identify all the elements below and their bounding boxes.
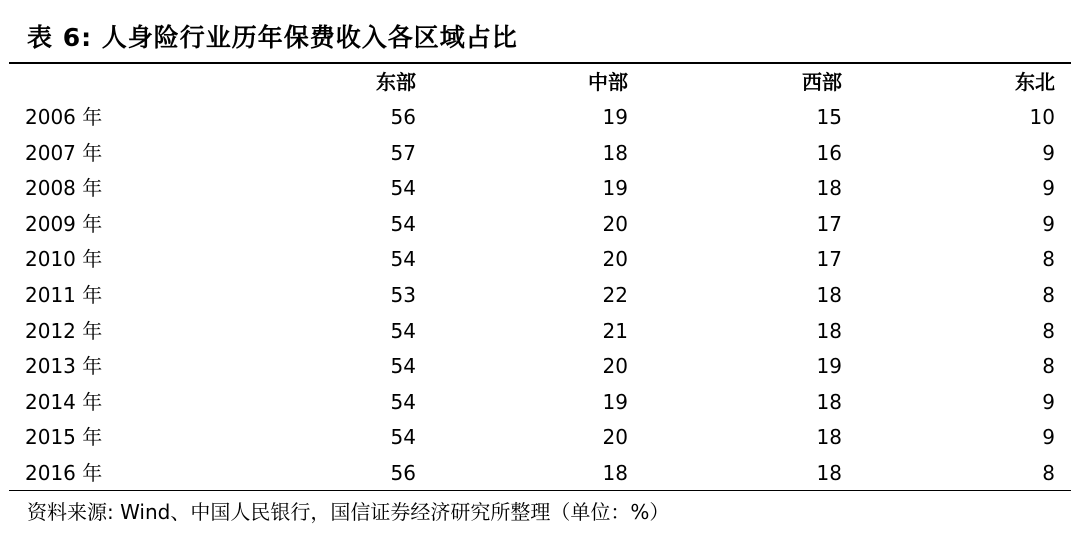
table-cell: 54: [390, 425, 416, 449]
bottom-rule: [9, 490, 1071, 491]
row-year-label: 2009 年: [25, 212, 103, 236]
table-cell: 19: [602, 390, 628, 414]
column-header: 西部: [802, 70, 842, 94]
table-cell: 53: [390, 283, 416, 307]
table-cell: 54: [390, 319, 416, 343]
table-cell: 54: [390, 354, 416, 378]
table-cell: 17: [816, 212, 842, 236]
source-note: 资料来源: Wind、中国人民银行，国信证券经济研究所整理（单位：%）: [27, 500, 670, 524]
table-cell: 54: [390, 390, 416, 414]
column-header: 中部: [588, 70, 628, 94]
table-cell: 22: [602, 283, 628, 307]
table-cell: 9: [1042, 425, 1055, 449]
column-header: 东北: [1015, 70, 1055, 94]
row-year-label: 2016 年: [25, 461, 103, 485]
table-cell: 19: [816, 354, 842, 378]
table-cell: 9: [1042, 176, 1055, 200]
table-cell: 18: [816, 319, 842, 343]
table-cell: 18: [816, 283, 842, 307]
table-cell: 57: [390, 141, 416, 165]
table-cell: 16: [816, 141, 842, 165]
table-cell: 19: [602, 176, 628, 200]
table-cell: 56: [390, 105, 416, 129]
table-cell: 18: [816, 390, 842, 414]
table-cell: 54: [390, 212, 416, 236]
table-cell: 9: [1042, 390, 1055, 414]
table-cell: 15: [816, 105, 842, 129]
row-year-label: 2014 年: [25, 390, 103, 414]
table-cell: 18: [602, 141, 628, 165]
row-year-label: 2007 年: [25, 141, 103, 165]
table-cell: 8: [1042, 461, 1055, 485]
row-year-label: 2008 年: [25, 176, 103, 200]
table-cell: 8: [1042, 247, 1055, 271]
table-cell: 9: [1042, 212, 1055, 236]
table-cell: 20: [602, 247, 628, 271]
table-cell: 10: [1029, 105, 1055, 129]
table-cell: 21: [602, 319, 628, 343]
table-cell: 20: [602, 425, 628, 449]
table-cell: 56: [390, 461, 416, 485]
row-year-label: 2010 年: [25, 247, 103, 271]
row-year-label: 2011 年: [25, 283, 103, 307]
table-cell: 19: [602, 105, 628, 129]
column-header: 东部: [376, 70, 416, 94]
table-cell: 54: [390, 247, 416, 271]
table-cell: 54: [390, 176, 416, 200]
table-cell: 20: [602, 354, 628, 378]
table-cell: 17: [816, 247, 842, 271]
table-cell: 8: [1042, 354, 1055, 378]
table-cell: 18: [816, 461, 842, 485]
table-cell: 8: [1042, 319, 1055, 343]
table-cell: 8: [1042, 283, 1055, 307]
top-rule: [9, 62, 1071, 64]
table-cell: 18: [816, 176, 842, 200]
row-year-label: 2006 年: [25, 105, 103, 129]
table-cell: 20: [602, 212, 628, 236]
table-title: 表 6: 人身险行业历年保费收入各区域占比: [27, 23, 518, 52]
table-cell: 9: [1042, 141, 1055, 165]
row-year-label: 2013 年: [25, 354, 103, 378]
table-cell: 18: [602, 461, 628, 485]
row-year-label: 2012 年: [25, 319, 103, 343]
row-year-label: 2015 年: [25, 425, 103, 449]
table-cell: 18: [816, 425, 842, 449]
